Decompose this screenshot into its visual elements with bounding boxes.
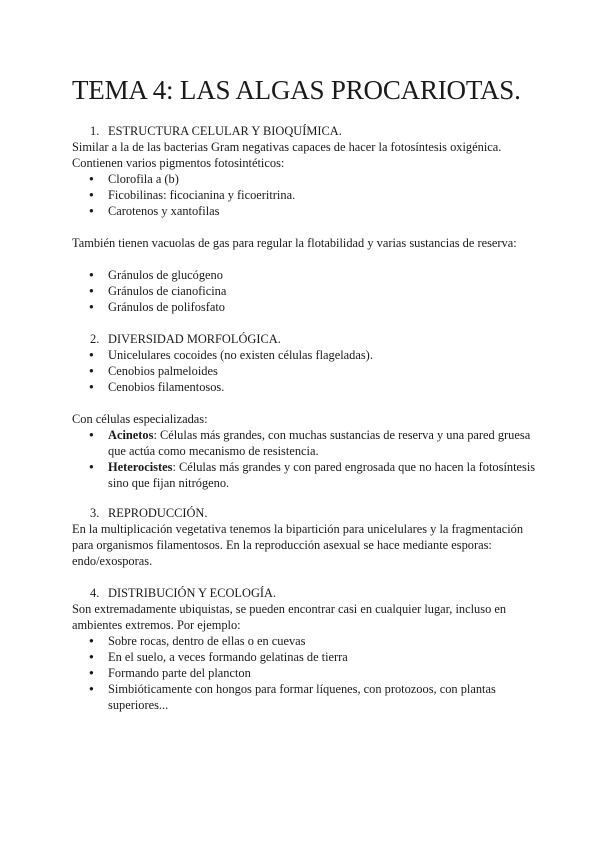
list-item: ● Formando parte del plancton bbox=[72, 665, 542, 681]
section-4-number: 4. bbox=[90, 586, 100, 600]
specialized-cells-list bbox=[72, 427, 542, 491]
list-item: ● Unicelulares cocoides (no existen células flageladas). bbox=[72, 347, 542, 363]
section-3-title: REPRODUCCIÓN. bbox=[108, 506, 208, 520]
section-1-title: ESTRUCTURA CELULAR Y BIOQUÍMICA. bbox=[108, 124, 342, 138]
specialized-intro: Con células especializadas: bbox=[72, 412, 208, 426]
section-3-number: 3. bbox=[90, 506, 100, 520]
list-item: ● Ficobilinas: ficocianina y ficoeritrina. bbox=[72, 187, 542, 203]
reserve-intro: También tienen vacuolas de gas para regular la flotabilidad y varias sustancias de reserva: bbox=[72, 236, 517, 250]
definition: : Células más grandes, con muchas sustancias de reserva y una pared gruesa que actúa como mecanismo de resistencia. bbox=[108, 428, 531, 458]
pigment-list bbox=[72, 171, 542, 219]
list-item: ● Gránulos de glucógeno bbox=[72, 267, 542, 283]
section-2-number: 2. bbox=[90, 332, 100, 346]
section-3-heading bbox=[72, 505, 560, 521]
list-item: ● Sobre rocas, dentro de ellas o en cuevas bbox=[72, 633, 542, 649]
section-3-text: En la multiplicación vegetativa tenemos la bipartición para unicelulares y la fragmentación para organismos filamentosos. En la reproducción asexual se hace mediante esporas: endo/exosporas. bbox=[72, 522, 524, 568]
list-item: ● Cenobios filamentosos. bbox=[72, 379, 542, 395]
section-1-heading bbox=[72, 123, 560, 139]
list-item: ● Gránulos de polifosfato bbox=[72, 299, 542, 315]
section-4-title: DISTRIBUCIÓN Y ECOLOGÍA. bbox=[108, 586, 277, 600]
section-4-text: Son extremadamente ubiquistas, se pueden encontrar casi en cualquier lugar, incluso en ambientes extremos. Por ejemplo: bbox=[72, 602, 507, 632]
term-heterocistes: Heterocistes bbox=[108, 460, 173, 474]
list-item: ● Carotenos y xantofilas bbox=[72, 203, 542, 219]
list-item: ● En el suelo, a veces formando gelatinas de tierra bbox=[72, 649, 542, 665]
list-item: ● Cenobios palmeloides bbox=[72, 363, 542, 379]
list-item: ● Simbióticamente con hongos para formar líquenes, con protozoos, con plantas superiores... bbox=[72, 681, 542, 713]
term-acinetos: Acinetos bbox=[108, 428, 154, 442]
page-title: TEMA 4: LAS ALGAS PROCARIOTAS. bbox=[72, 75, 521, 105]
list-item bbox=[72, 459, 542, 491]
definition: : Células más grandes y con pared engrosada que no hacen la fotosíntesis sino que fijan nitrógeno. bbox=[108, 460, 536, 490]
morphology-list bbox=[72, 347, 542, 395]
examples-list bbox=[72, 633, 542, 713]
list-item bbox=[72, 427, 542, 459]
section-2-title: DIVERSIDAD MORFOLÓGICA. bbox=[108, 332, 281, 346]
list-item: ● Gránulos de cianoficina bbox=[72, 283, 542, 299]
section-2-heading bbox=[72, 331, 560, 347]
reserve-list bbox=[72, 267, 542, 315]
section-4-heading bbox=[72, 585, 560, 601]
section-1-intro: Similar a la de las bacterias Gram negativas capaces de hacer la fotosíntesis oxigénica. Contienen varios pigmentos fotosintéticos: bbox=[72, 140, 502, 170]
list-item: ● Clorofila a (b) bbox=[72, 171, 542, 187]
section-1-number: 1. bbox=[90, 124, 100, 138]
